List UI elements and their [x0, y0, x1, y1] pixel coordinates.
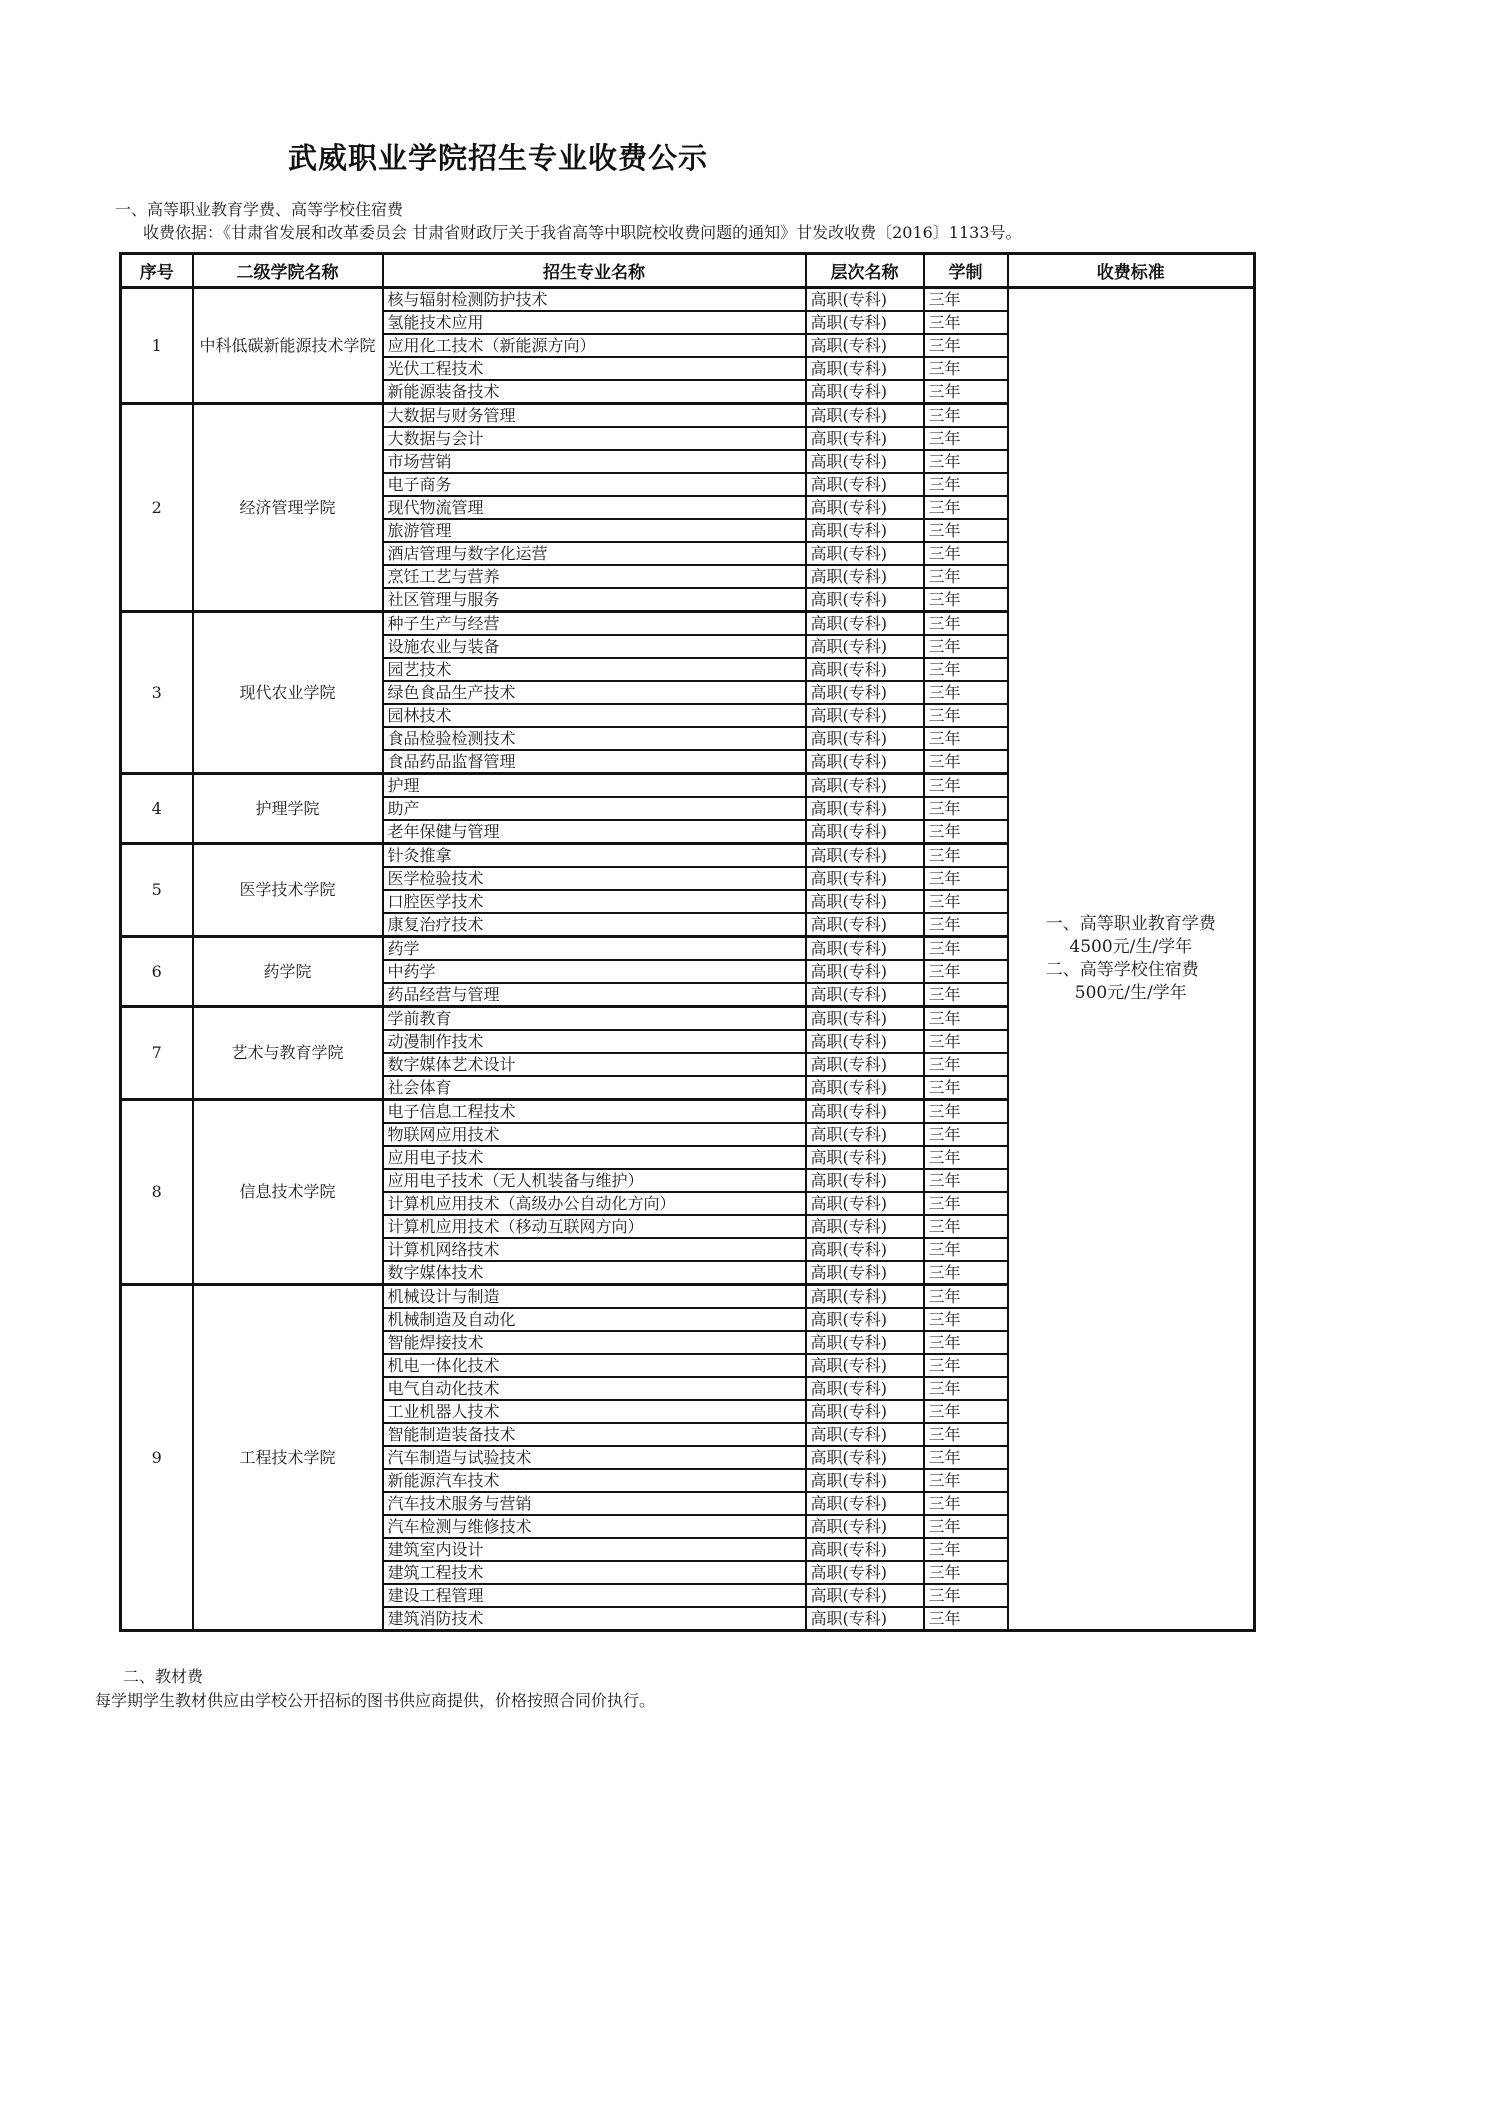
major-name: 酒店管理与数字化运营 — [383, 542, 806, 565]
duration: 三年 — [924, 890, 1008, 913]
duration: 三年 — [924, 473, 1008, 496]
fee-standard-line: 二、高等学校住宿费 — [1045, 960, 1199, 980]
duration: 三年 — [924, 334, 1008, 357]
duration: 三年 — [924, 1146, 1008, 1169]
section1-heading: 一、高等职业教育学费、高等学校住宿费 — [115, 200, 404, 219]
col-header-3: 层次名称 — [806, 254, 924, 288]
level-name: 高职(专科) — [806, 1469, 924, 1492]
duration: 三年 — [924, 1053, 1008, 1076]
major-name: 机械制造及自动化 — [383, 1308, 806, 1331]
level-name: 高职(专科) — [806, 1423, 924, 1446]
duration: 三年 — [924, 774, 1008, 798]
duration: 三年 — [924, 1423, 1008, 1446]
level-name: 高职(专科) — [806, 427, 924, 450]
duration: 三年 — [924, 311, 1008, 334]
duration: 三年 — [924, 1285, 1008, 1309]
duration: 三年 — [924, 1007, 1008, 1031]
fee-table-body — [121, 288, 1255, 1631]
duration: 三年 — [924, 797, 1008, 820]
level-name: 高职(专科) — [806, 937, 924, 961]
level-name: 高职(专科) — [806, 519, 924, 542]
major-name: 应用电子技术（无人机装备与维护） — [383, 1169, 806, 1192]
major-name: 社会体育 — [383, 1076, 806, 1100]
level-name: 高职(专科) — [806, 1007, 924, 1031]
duration: 三年 — [924, 1308, 1008, 1331]
duration: 三年 — [924, 519, 1008, 542]
major-name: 护理 — [383, 774, 806, 798]
level-name: 高职(专科) — [806, 774, 924, 798]
major-name: 口腔医学技术 — [383, 890, 806, 913]
college-name: 护理学院 — [193, 774, 383, 844]
college-name: 信息技术学院 — [193, 1100, 383, 1285]
group-no: 8 — [121, 1100, 193, 1285]
level-name: 高职(专科) — [806, 1446, 924, 1469]
duration: 三年 — [924, 496, 1008, 519]
col-header-5: 收费标准 — [1008, 254, 1255, 288]
group-no: 4 — [121, 774, 193, 844]
duration: 三年 — [924, 1377, 1008, 1400]
level-name: 高职(专科) — [806, 1215, 924, 1238]
duration: 三年 — [924, 1076, 1008, 1100]
group-no: 9 — [121, 1285, 193, 1631]
level-name: 高职(专科) — [806, 844, 924, 868]
major-name: 药学 — [383, 937, 806, 961]
duration: 三年 — [924, 1400, 1008, 1423]
duration: 三年 — [924, 913, 1008, 937]
level-name: 高职(专科) — [806, 983, 924, 1007]
page-title: 武威职业学院招生专业收费公示 — [287, 141, 709, 175]
major-name: 汽车技术服务与营销 — [383, 1492, 806, 1515]
major-name: 医学检验技术 — [383, 867, 806, 890]
level-name: 高职(专科) — [806, 565, 924, 588]
level-name: 高职(专科) — [806, 1561, 924, 1584]
major-name: 计算机应用技术（移动互联网方向） — [383, 1215, 806, 1238]
major-name: 旅游管理 — [383, 519, 806, 542]
major-name: 园艺技术 — [383, 658, 806, 681]
college-name: 中科低碳新能源技术学院 — [193, 288, 383, 404]
level-name: 高职(专科) — [806, 1308, 924, 1331]
duration: 三年 — [924, 937, 1008, 961]
level-name: 高职(专科) — [806, 1377, 924, 1400]
duration: 三年 — [924, 1469, 1008, 1492]
duration: 三年 — [924, 1584, 1008, 1607]
group-no: 7 — [121, 1007, 193, 1100]
level-name: 高职(专科) — [806, 890, 924, 913]
duration: 三年 — [924, 542, 1008, 565]
duration: 三年 — [924, 612, 1008, 636]
level-name: 高职(专科) — [806, 311, 924, 334]
level-name: 高职(专科) — [806, 1492, 924, 1515]
college-name: 工程技术学院 — [193, 1285, 383, 1631]
major-name: 建筑消防技术 — [383, 1607, 806, 1631]
level-name: 高职(专科) — [806, 288, 924, 312]
major-name: 电子信息工程技术 — [383, 1100, 806, 1124]
major-name: 园林技术 — [383, 704, 806, 727]
level-name: 高职(专科) — [806, 1400, 924, 1423]
college-name: 药学院 — [193, 937, 383, 1007]
duration: 三年 — [924, 1561, 1008, 1584]
level-name: 高职(专科) — [806, 542, 924, 565]
duration: 三年 — [924, 681, 1008, 704]
level-name: 高职(专科) — [806, 704, 924, 727]
major-name: 汽车检测与维修技术 — [383, 1515, 806, 1538]
fee-table-header — [121, 254, 1255, 288]
level-name: 高职(专科) — [806, 750, 924, 774]
level-name: 高职(专科) — [806, 357, 924, 380]
level-name: 高职(专科) — [806, 1123, 924, 1146]
level-name: 高职(专科) — [806, 797, 924, 820]
fee-standard-line: 4500元/生/学年 — [1069, 937, 1193, 957]
major-name: 计算机网络技术 — [383, 1238, 806, 1261]
col-header-1: 二级学院名称 — [193, 254, 383, 288]
college-name: 医学技术学院 — [193, 844, 383, 937]
fee-basis-line: 收费依据：《甘肃省发展和改革委员会 甘肃省财政厅关于我省高等中职院校收费问题的通知》甘发改收费〔2016〕1133号。 — [143, 223, 1022, 242]
major-name: 烹饪工艺与营养 — [383, 565, 806, 588]
major-name: 核与辐射检测防护技术 — [383, 288, 806, 312]
major-name: 新能源汽车技术 — [383, 1469, 806, 1492]
duration: 三年 — [924, 380, 1008, 404]
major-name: 建设工程管理 — [383, 1584, 806, 1607]
major-name: 计算机应用技术（高级办公自动化方向） — [383, 1192, 806, 1215]
duration: 三年 — [924, 588, 1008, 612]
major-name: 现代物流管理 — [383, 496, 806, 519]
level-name: 高职(专科) — [806, 681, 924, 704]
duration: 三年 — [924, 750, 1008, 774]
duration: 三年 — [924, 1538, 1008, 1561]
major-name: 数字媒体艺术设计 — [383, 1053, 806, 1076]
level-name: 高职(专科) — [806, 1285, 924, 1309]
level-name: 高职(专科) — [806, 727, 924, 750]
major-name: 绿色食品生产技术 — [383, 681, 806, 704]
major-name: 大数据与会计 — [383, 427, 806, 450]
major-name: 药品经营与管理 — [383, 983, 806, 1007]
level-name: 高职(专科) — [806, 1584, 924, 1607]
level-name: 高职(专科) — [806, 658, 924, 681]
level-name: 高职(专科) — [806, 1238, 924, 1261]
duration: 三年 — [924, 960, 1008, 983]
duration: 三年 — [924, 1169, 1008, 1192]
major-name: 针灸推拿 — [383, 844, 806, 868]
duration: 三年 — [924, 450, 1008, 473]
level-name: 高职(专科) — [806, 1146, 924, 1169]
major-name: 物联网应用技术 — [383, 1123, 806, 1146]
duration: 三年 — [924, 1446, 1008, 1469]
level-name: 高职(专科) — [806, 1169, 924, 1192]
fee-table — [119, 252, 1256, 1632]
major-name: 大数据与财务管理 — [383, 404, 806, 428]
level-name: 高职(专科) — [806, 450, 924, 473]
duration: 三年 — [924, 1515, 1008, 1538]
duration: 三年 — [924, 288, 1008, 312]
major-name: 康复治疗技术 — [383, 913, 806, 937]
college-name: 艺术与教育学院 — [193, 1007, 383, 1100]
group-no: 2 — [121, 404, 193, 612]
duration: 三年 — [924, 704, 1008, 727]
major-name: 动漫制作技术 — [383, 1030, 806, 1053]
group-no: 1 — [121, 288, 193, 404]
level-name: 高职(专科) — [806, 867, 924, 890]
duration: 三年 — [924, 635, 1008, 658]
duration: 三年 — [924, 1123, 1008, 1146]
duration: 三年 — [924, 1354, 1008, 1377]
major-name: 应用电子技术 — [383, 1146, 806, 1169]
duration: 三年 — [924, 820, 1008, 844]
level-name: 高职(专科) — [806, 1053, 924, 1076]
duration: 三年 — [924, 1192, 1008, 1215]
duration: 三年 — [924, 357, 1008, 380]
level-name: 高职(专科) — [806, 1607, 924, 1631]
level-name: 高职(专科) — [806, 1515, 924, 1538]
major-name: 智能制造装备技术 — [383, 1423, 806, 1446]
major-name: 市场营销 — [383, 450, 806, 473]
college-name: 现代农业学院 — [193, 612, 383, 774]
college-name: 经济管理学院 — [193, 404, 383, 612]
fee-standard-text — [1046, 913, 1216, 1005]
duration: 三年 — [924, 1261, 1008, 1285]
major-name: 机电一体化技术 — [383, 1354, 806, 1377]
level-name: 高职(专科) — [806, 1100, 924, 1124]
level-name: 高职(专科) — [806, 380, 924, 404]
level-name: 高职(专科) — [806, 496, 924, 519]
major-name: 电气自动化技术 — [383, 1377, 806, 1400]
major-name: 助产 — [383, 797, 806, 820]
duration: 三年 — [924, 1238, 1008, 1261]
major-name: 社区管理与服务 — [383, 588, 806, 612]
duration: 三年 — [924, 658, 1008, 681]
duration: 三年 — [924, 1492, 1008, 1515]
duration: 三年 — [924, 867, 1008, 890]
major-name: 学前教育 — [383, 1007, 806, 1031]
major-name: 设施农业与装备 — [383, 635, 806, 658]
duration: 三年 — [924, 1331, 1008, 1354]
level-name: 高职(专科) — [806, 1076, 924, 1100]
major-name: 应用化工技术（新能源方向） — [383, 334, 806, 357]
level-name: 高职(专科) — [806, 913, 924, 937]
level-name: 高职(专科) — [806, 404, 924, 428]
duration: 三年 — [924, 427, 1008, 450]
duration: 三年 — [924, 983, 1008, 1007]
major-name: 数字媒体技术 — [383, 1261, 806, 1285]
group-no: 6 — [121, 937, 193, 1007]
duration: 三年 — [924, 565, 1008, 588]
fee-standard-cell — [1008, 288, 1255, 1631]
section2-text: 每学期学生教材供应由学校公开招标的图书供应商提供，价格按照合同价执行。 — [95, 1691, 656, 1710]
duration: 三年 — [924, 1215, 1008, 1238]
major-name: 建筑工程技术 — [383, 1561, 806, 1584]
level-name: 高职(专科) — [806, 473, 924, 496]
major-name: 光伏工程技术 — [383, 357, 806, 380]
major-name: 汽车制造与试验技术 — [383, 1446, 806, 1469]
level-name: 高职(专科) — [806, 1538, 924, 1561]
duration: 三年 — [924, 844, 1008, 868]
major-name: 食品检验检测技术 — [383, 727, 806, 750]
fee-standard-line: 一、高等职业教育学费 — [1045, 914, 1216, 934]
duration: 三年 — [924, 404, 1008, 428]
level-name: 高职(专科) — [806, 588, 924, 612]
level-name: 高职(专科) — [806, 635, 924, 658]
major-name: 新能源装备技术 — [383, 380, 806, 404]
major-name: 氢能技术应用 — [383, 311, 806, 334]
intro-block — [115, 198, 1022, 244]
group-no: 3 — [121, 612, 193, 774]
level-name: 高职(专科) — [806, 334, 924, 357]
level-name: 高职(专科) — [806, 1192, 924, 1215]
major-name: 食品药品监督管理 — [383, 750, 806, 774]
header-row — [121, 254, 1255, 288]
col-header-0: 序号 — [121, 254, 193, 288]
level-name: 高职(专科) — [806, 1030, 924, 1053]
level-name: 高职(专科) — [806, 1354, 924, 1377]
major-name: 智能焊接技术 — [383, 1331, 806, 1354]
major-name: 中药学 — [383, 960, 806, 983]
level-name: 高职(专科) — [806, 1261, 924, 1285]
fee-standard-line: 500元/生/学年 — [1074, 983, 1187, 1003]
level-name: 高职(专科) — [806, 820, 924, 844]
major-name: 电子商务 — [383, 473, 806, 496]
section2-heading: 二、教材费 — [123, 1667, 204, 1686]
major-name: 机械设计与制造 — [383, 1285, 806, 1309]
major-name: 老年保健与管理 — [383, 820, 806, 844]
major-name: 工业机器人技术 — [383, 1400, 806, 1423]
group-no: 5 — [121, 844, 193, 937]
major-name: 建筑室内设计 — [383, 1538, 806, 1561]
duration: 三年 — [924, 1030, 1008, 1053]
level-name: 高职(专科) — [806, 612, 924, 636]
duration: 三年 — [924, 727, 1008, 750]
col-header-4: 学制 — [924, 254, 1008, 288]
level-name: 高职(专科) — [806, 1331, 924, 1354]
major-name: 种子生产与经营 — [383, 612, 806, 636]
table-row — [121, 288, 1255, 312]
duration: 三年 — [924, 1607, 1008, 1631]
duration: 三年 — [924, 1100, 1008, 1124]
col-header-2: 招生专业名称 — [383, 254, 806, 288]
level-name: 高职(专科) — [806, 960, 924, 983]
